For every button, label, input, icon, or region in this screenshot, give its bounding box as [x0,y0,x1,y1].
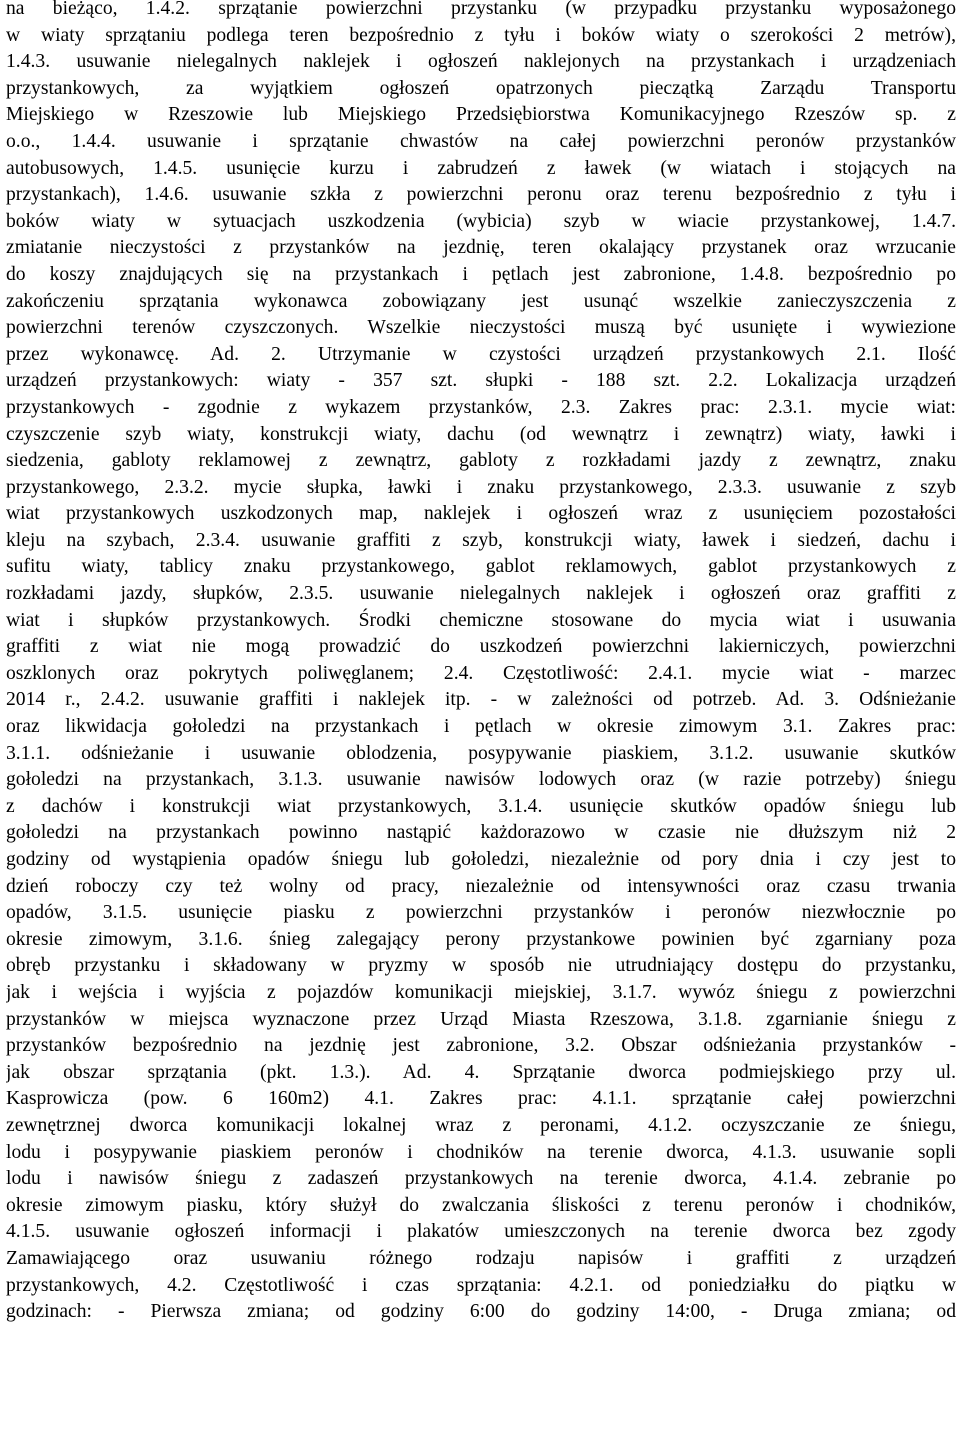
text-line: przystankach), 1.4.6. usuwanie szkła z powierzchni peronu oraz terenu bezpośrednio z tyłu i [6,184,956,206]
text-line: 3.1.1. odśnieżanie i usuwanie oblodzenia, posypywanie piaskiem, 3.1.2. usuwanie skutków [6,742,956,764]
text-line: przystanków bezpośrednio na jezdnię jest zabronione, 3.2. Obszar odśnieżania przystanków - [6,1035,956,1057]
text-line: oszklonych oraz pokrytych poliwęglanem; 2.4. Częstotliwość: 2.4.1. mycie wiat - marzec [6,662,956,684]
text-line: z dachów i konstrukcji wiat przystankowych, 3.1.4. usunięcie skutków opadów śniegu lub [6,795,956,817]
text-line: gołoledzi na przystankach powinno nastąpić każdorazowo w czasie nie dłuższym niż 2 [6,822,956,844]
text-line: Zamawiającego oraz usuwaniu różnego rodzaju napisów i graffiti z urządzeń [6,1247,956,1269]
text-line: zewnętrznej dworca komunikacji lokalnej wraz z peronami, 4.1.2. oczyszczanie ze śniegu, [6,1114,956,1136]
text-line: jak obszar sprzątania (pkt. 1.3.). Ad. 4. Sprzątanie dworca podmiejskiego przy ul. [6,1061,956,1083]
text-line: jak i wejścia i wyjścia z pojazdów komunikacji miejskiej, 3.1.7. wywóz śniegu z powierzchni [6,981,956,1003]
text-line: boków wiaty w sytuacjach uszkodzenia (wybicia) szyb w wiacie przystankowej, 1.4.7. [6,210,956,232]
text-line: graffiti z wiat nie mogą prowadzić do uszkodzeń powierzchni lakierniczych, powierzchni [6,636,956,658]
text-line: wiat i słupków przystankowych. Środki chemiczne stosowane do mycia wiat i usuwania [6,609,956,631]
text-line: 2014 r., 2.4.2. usuwanie graffiti i naklejek itp. - w zależności od potrzeb. Ad. 3. Odśnieżanie [6,689,956,711]
text-line: przystanków w miejsca wyznaczone przez Urząd Miasta Rzeszowa, 3.1.8. zgarnianie śniegu z [6,1008,956,1030]
text-line: opadów, 3.1.5. usunięcie piasku z powierzchni przystanków i peronów niezwłocznie po [6,902,956,924]
text-line: autobusowych, 1.4.5. usunięcie kurzu i zabrudzeń z ławek (w wiatach i stojących na [6,157,956,179]
text-line: o.o., 1.4.4. usuwanie i sprzątanie chwastów na całej powierzchni peronów przystanków [6,130,956,152]
text-line: godziny od wystąpienia opadów śniegu lub gołoledzi, niezależnie od pory dnia i czy jest to [6,849,956,870]
text-line: urządzeń przystankowych: wiaty - 357 szt. słupki - 188 szt. 2.2. Lokalizacja urządzeń [6,370,956,392]
text-line: obręb przystanku i składowany w pryzmy w sposób nie utrudniający dostępu do przystanku, [6,955,956,977]
text-line: w wiaty sprzątaniu podlega teren bezpośrednio z tyłu i boków wiaty o szerokości 2 metrów), [6,24,956,46]
text-line: 1.4.3. usuwanie nielegalnych naklejek i ogłoszeń naklejonych na przystankach i urządzeniach [6,51,956,73]
text-line: przystankowego, 2.3.2. mycie słupka, ławki i znaku przystankowego, 2.3.3. usuwanie z szyb [6,476,956,498]
text-line: przez wykonawcę. Ad. 2. Utrzymanie w czystości urządzeń przystankowych 2.1. Ilość [6,343,956,365]
text-line: rozkładami jazdy, słupków, 2.3.5. usuwanie nielegalnych naklejek i ogłoszeń oraz graffiti z [6,583,956,605]
text-line: dzień roboczy czy też wolny od pracy, niezależnie od intensywności oraz czasu trwania [6,875,956,897]
text-line: lodu i nawisów śniegu z zadaszeń przystankowych na terenie dworca, 4.1.4. zebranie po [6,1168,956,1190]
text-line: lodu i posypywanie piaskiem peronów i chodników na terenie dworca, 4.1.3. usuwanie sopli [6,1141,956,1163]
text-line: czyszczenie szyb wiaty, konstrukcji wiaty, dachu (od wewnątrz i zewnątrz) wiaty, ławki i [6,423,956,445]
text-line: 4.1.5. usuwanie ogłoszeń informacji i plakatów umieszczonych na terenie dworca bez zgody [6,1221,956,1243]
text-line: przystankowych, 4.2. Częstotliwość i czas sprzątania: 4.2.1. od poniedziałku do piątku w [6,1274,956,1296]
text-line: zmiatanie nieczystości z przystanków na jezdnię, teren okalający przystanek oraz wrzucanie [6,237,956,259]
text-line: Kasprowicza (pow. 6 160m2) 4.1. Zakres prac: 4.1.1. sprzątanie całej powierzchni [6,1088,956,1110]
text-line: do koszy znajdujących się na przystankach i pętlach jest zabronione, 1.4.8. bezpośrednio po [6,263,956,285]
text-line: zakończeniu sprzątania wykonawca zobowiązany jest usunąć wszelkie zanieczyszczenia z [6,290,956,312]
text-line: Miejskiego w Rzeszowie lub Miejskiego Przedsiębiorstwa Komunikacyjnego Rzeszów sp. z [6,104,956,126]
text-line: powierzchni terenów czyszczonych. Wszelkie nieczystości muszą być usunięte i wywiezione [6,317,956,339]
text-line: sufitu wiaty, tablicy znaku przystankowego, gablot reklamowych, gablot przystankowych z [6,556,956,578]
text-line: gołoledzi na przystankach, 3.1.3. usuwanie nawisów lodowych oraz (w razie potrzeby) śniegu [6,769,956,791]
text-line: kleju na szybach, 2.3.4. usuwanie graffiti z szyb, konstrukcji wiaty, ławek i siedzeń, dachu i [6,529,956,551]
text-line: wiat przystankowych uszkodzonych map, naklejek i ogłoszeń wraz z usunięciem pozostałości [6,503,956,525]
text-line: na bieżąco, 1.4.2. sprzątanie powierzchni przystanku (w przypadku przystanku wyposażonego [6,0,956,19]
document-body-text [6,0,956,1326]
text-line: okresie zimowym, 3.1.6. śnieg zalegający perony przystankowe powinien być zgarniany poza [6,928,956,950]
text-line: przystankowych - zgodnie z wykazem przystanków, 2.3. Zakres prac: 2.3.1. mycie wiat: [6,396,956,418]
text-line: przystankowych, za wyjątkiem ogłoszeń opatrzonych pieczątką Zarządu Transportu [6,77,956,99]
text-line: oraz likwidacja gołoledzi na przystankach i pętlach w okresie zimowym 3.1. Zakres prac: [6,716,956,738]
text-line: godzinach: - Pierwsza zmiana; od godziny 6:00 do godziny 14:00, - Druga zmiana; od [6,1301,956,1323]
text-line: okresie zimowym piasku, który służył do zwalczania śliskości z terenu peronów i chodników, [6,1194,956,1216]
text-line: siedzenia, gabloty reklamowej z zewnątrz, gabloty z rozkładami jazdy z zewnątrz, znaku [6,450,956,472]
